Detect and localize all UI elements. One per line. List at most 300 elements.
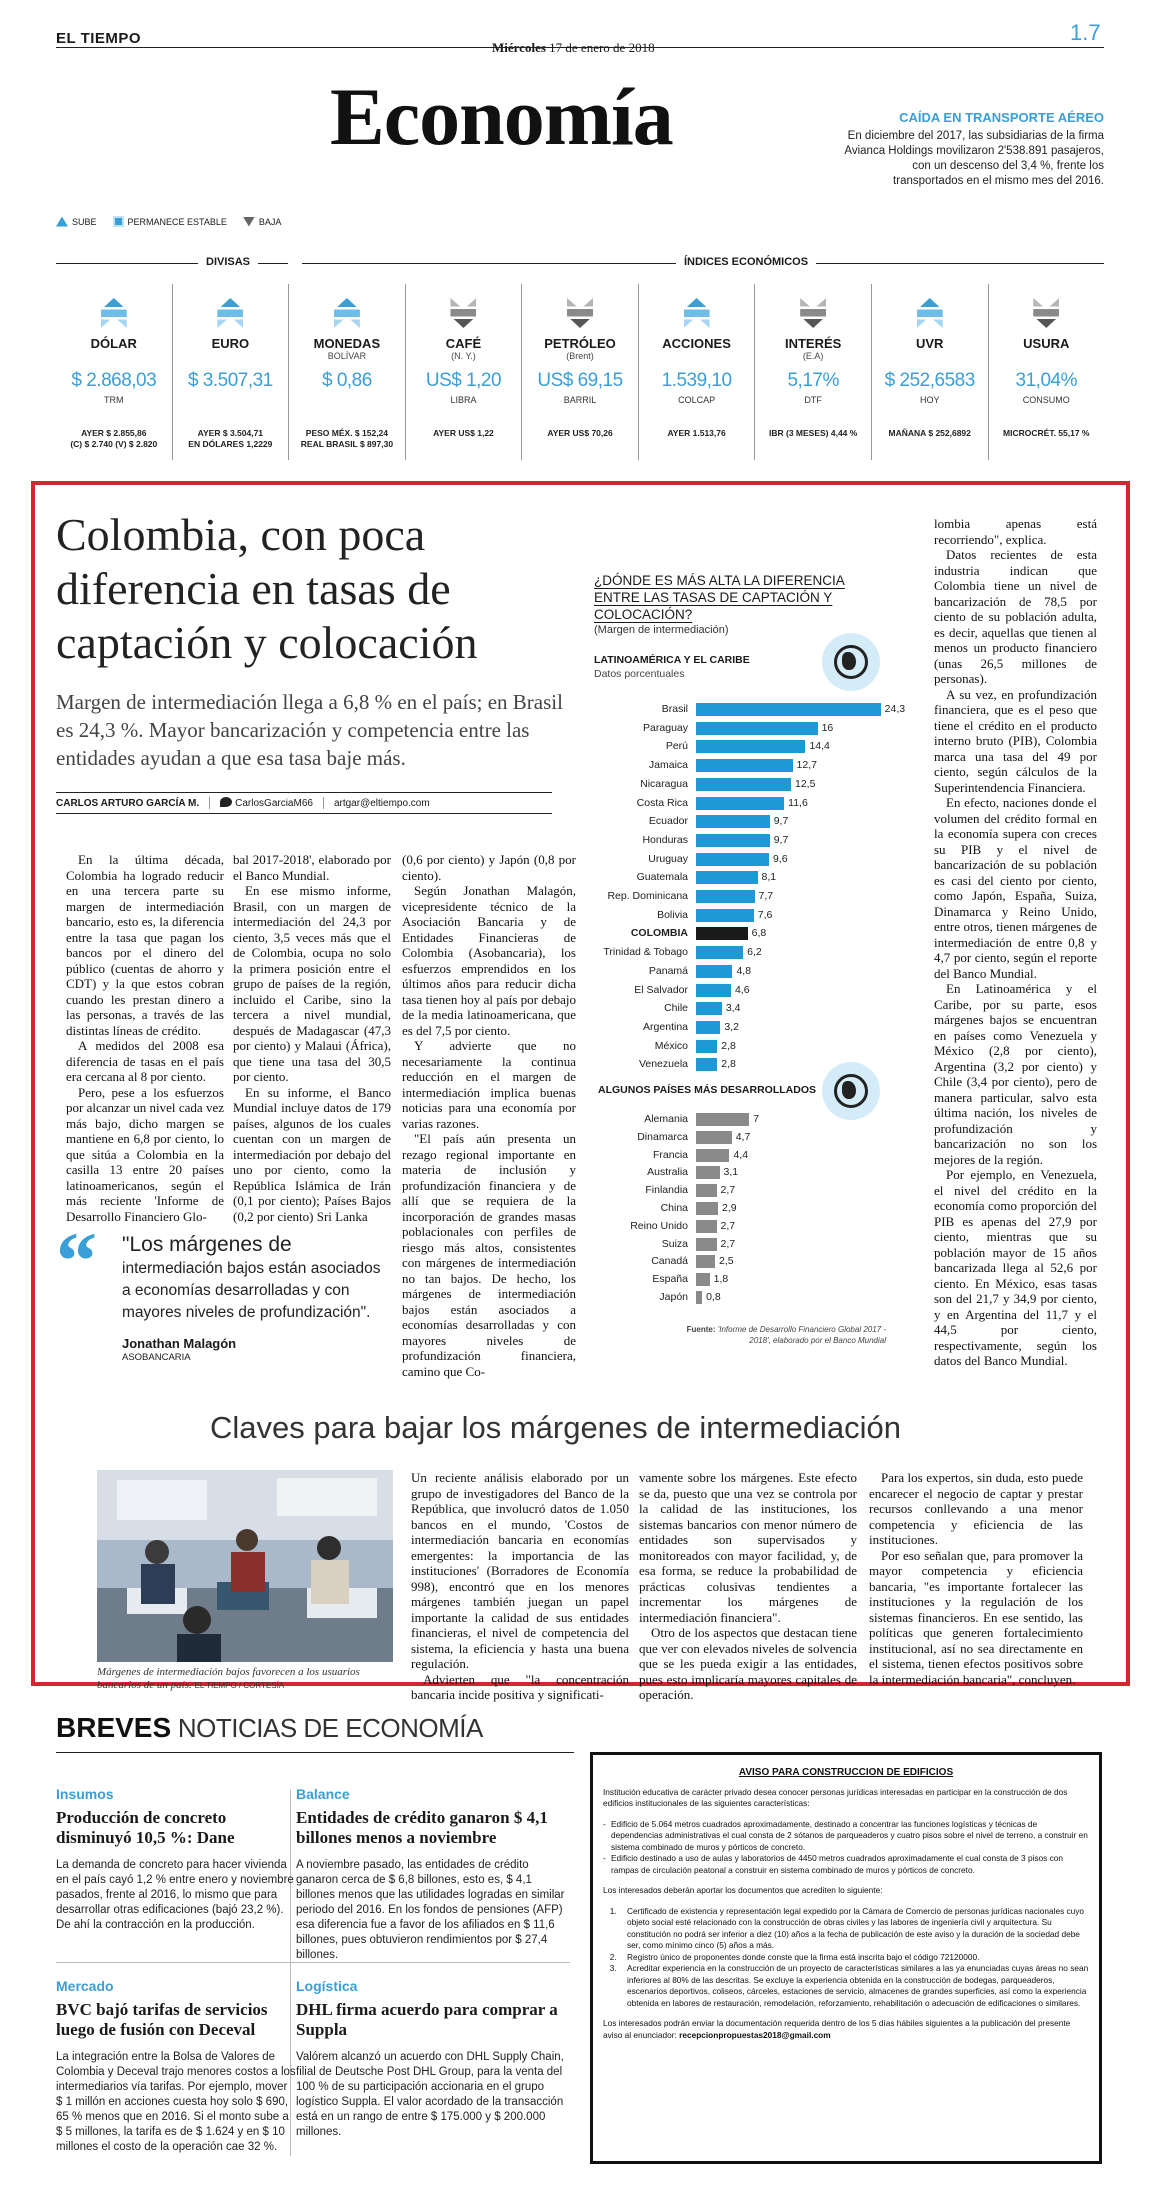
photo-illustration <box>97 1470 393 1662</box>
bar <box>696 1131 732 1144</box>
indices-label: ÍNDICES ECONÓMICOS <box>676 256 816 268</box>
article-headline: Colombia, con poca diferencia en tasas de captación y colocación <box>56 509 478 668</box>
indicator-name: MONEDAS <box>313 336 381 351</box>
bar <box>696 1220 717 1233</box>
article-column-3 <box>402 852 576 1379</box>
chart-row <box>556 1220 886 1234</box>
chart-row <box>556 1255 886 1269</box>
bar-value-label: 14,4 <box>809 740 830 753</box>
indicator-reference <box>410 428 518 439</box>
paragraph: En ese mismo informe, Brasil, con un margen de intermediación del 24,3 por ciento, 3,5 veces más que el de Colombia, ocupa no solo la primera posición entre el grupo de países de la región, incluido el Caribe, sino la tercera a nivel mundial, después de Madagascar (47,3 por ciento) y Malaui (África), que tiene una tasa del 30,5 por ciento. <box>233 883 391 1084</box>
paragraph: En la última década, Colombia ha logrado reducir en una tercera parte su margen de intermediación bancario, esto es, la diferencia entre la tasa que pagan los bancos por el dinero del público (cuentas de ahorro y CDT) y la que estos cobran cuando les prestan dinero a las personas, a través de las distintas líneas de crédito. <box>66 852 224 1038</box>
indicator-reference <box>643 428 751 439</box>
chart-row <box>556 1273 886 1287</box>
alert-title: CAÍDA EN TRANSPORTE AÉREO <box>899 110 1104 125</box>
chart-row <box>556 740 886 754</box>
arrow-up-icon <box>56 217 68 227</box>
claves-title: Claves para bajar los márgenes de intermediación <box>210 1410 901 1445</box>
globe-outline <box>834 1074 868 1108</box>
indicator-unit: HOY <box>919 395 940 405</box>
date-rest: 17 de enero de 2018 <box>545 40 655 55</box>
trend-up-icon <box>101 298 127 328</box>
bar-value-label: 12,7 <box>796 759 817 772</box>
indicator-legend <box>56 216 281 227</box>
paragraph: Otro de los aspectos que destacan tiene que ver con elevados niveles de solvencia que se les pueda exigir a las entidades, pues esto implicaría mayores capitales de operación. <box>639 1625 857 1702</box>
notice-spec: - Edificio destinado a uso de aulas y laboratorios de 4450 metros cuadrados aproximadamente el cual consta de 3 pisos con rampas de circulación peatonal a construir en sistema combinado de muros y pórticos de concreto. <box>603 1853 1089 1876</box>
bar <box>696 1149 729 1162</box>
bar-category-label: Panamá <box>648 964 688 977</box>
legend-stable <box>113 216 227 227</box>
chart-row <box>556 1131 886 1145</box>
indicator-reference <box>60 428 168 450</box>
stable-icon <box>113 216 124 227</box>
bar-value-label: 1,8 <box>713 1273 729 1286</box>
bar-value-label: 9,6 <box>772 852 788 865</box>
bar-value-label: 4,8 <box>736 964 752 977</box>
bar-category-label: Uruguay <box>648 852 688 865</box>
bar <box>696 909 754 922</box>
indicator-name: UVR <box>915 336 944 351</box>
paragraph: Y advierte que no necesariamente la continua reducción en el margen de intermediación implica buenas noticias para una economía por varias razones. <box>402 1038 576 1131</box>
indicator-sub <box>639 351 755 362</box>
bar-value-label: 3,2 <box>724 1020 739 1033</box>
legend-stable-label: PERMANECE ESTABLE <box>127 216 227 227</box>
photo-caption-text: Márgenes de intermediación bajos favorecen a los usuarios bancarios de un país. <box>97 1666 360 1691</box>
breves-rule <box>56 1752 574 1753</box>
byline <box>56 797 430 809</box>
bar <box>696 1040 717 1053</box>
chart-row <box>556 853 886 867</box>
indicator-sub: BOLÍVAR <box>327 351 367 361</box>
indicator-name: INTERÉS <box>784 336 842 351</box>
paragraph: Por ejemplo, en Venezuela, el nivel del crédito en la economía como proporción del PIB es apenas del 27,9 por ciento, mientras que su población mayor de 15 años bancarizada llega al 52,6 por ciento. En México, esas tasas son del 21,7 y 34,9 por ciento, y en Argentina del 11,7 y el 44,5 por ciento, respectivamente, según los datos del Banco Mundial. <box>934 1167 1097 1368</box>
indicator-reference <box>759 428 867 439</box>
author-email[interactable]: artgar@eltiempo.com <box>333 797 430 809</box>
indicator-value: $ 2.868,03 <box>71 370 157 391</box>
indicator-unit: CONSUMO <box>1022 395 1070 405</box>
date-weekday: Miércoles <box>492 40 546 55</box>
paragraph: Datos recientes de esta industria indican que Colombia tiene un nivel de bancarización de 78,5 por ciento de su población adulta, es decir, aquellas que tienen al menos un producto financiero (unas 26,5 millones de personas). <box>934 547 1097 686</box>
bar-value-label: 7,7 <box>758 890 774 902</box>
indicator-ref-2: REAL BRASIL $ 897,30 <box>300 439 394 449</box>
americas-globe-icon <box>822 633 880 691</box>
indicator-reference <box>526 428 634 439</box>
notice-requirements-intro: Los interesados deberán aportar los documentos que acrediten lo siguiente: <box>603 1885 883 1895</box>
bar <box>696 722 818 735</box>
bar-value-label: 9,7 <box>773 815 789 828</box>
brief-title: Producción de concreto disminuyó 10,5 %: Dane <box>56 1808 235 1847</box>
notice-spec: - Edificio de 5.064 metros cuadrados aproximadamente, destinado a concentrar las funciones logísticas y técnicas de dependencias administrativas el cual consta de 2 sótanos de parqueaderos y cuatro pisos sobre el nivel de terreno, a construir en sistema combinado de muros y pórticos de concreto. <box>603 1819 1089 1854</box>
indicator-name: DÓLAR <box>90 336 137 351</box>
indicator-sub: (N. Y.) <box>451 351 476 361</box>
bar <box>696 815 770 828</box>
brief-category: Insumos <box>56 1786 114 1802</box>
chart-row <box>556 759 886 773</box>
bar-value-label: 8,1 <box>761 871 777 884</box>
indicator-value: $ 0,86 <box>321 370 372 391</box>
chart-row <box>556 909 886 923</box>
bar-value-label: 4,6 <box>734 983 750 996</box>
notice-requirement: 1. Certificado de existencia y representación legal expedido por la Cámara de Comercio de personas jurídicas nacionales cuyo objeto social esté relacionado con la construcción de obras civiles y las labores de ingeniería civil y arquitectura. Su constitución no podrá ser inferior a diez (10) años a la fecha de publicación de este aviso y la duración de la sociedad debe ser, como mínimo cinco (5) años a más. <box>619 1906 1089 1952</box>
byline-separator <box>323 797 324 809</box>
paragraph: Pero, pese a los esfuerzos por alcanzar un nivel cada vez más bajo, dicho margen se mantiene en 6,8 por ciento, lo que sitúa a Colombia en la casilla 13 entre 20 países latinoamericanos, según el más reciente 'Informe de Desarrollo Financiero Glo- <box>66 1084 224 1224</box>
trend-down-icon <box>567 298 593 328</box>
section-title: Economía <box>330 71 673 162</box>
indicator-reference <box>876 428 984 439</box>
legend-up-label: SUBE <box>72 216 97 227</box>
source-text: 'Informe de Desarrollo Financiero Global 2017 - 2018', elaborado por el Banco Mundial <box>717 1325 886 1345</box>
indicator-ref-1: AYER $ 3.504,71 <box>197 428 264 438</box>
brief-category: Balance <box>296 1786 350 1802</box>
construction-notice-ad <box>590 1752 1102 2164</box>
indicator-name: CAFÉ <box>445 336 482 351</box>
notice-closing <box>603 2018 1089 2041</box>
bar-value-label: 7,6 <box>757 908 773 921</box>
indicator-ref-2: EN DÓLARES 1,2229 <box>188 439 273 449</box>
bar <box>696 1184 717 1197</box>
indicator-value: $ 252,6583 <box>884 370 975 391</box>
chart-row <box>556 1002 886 1016</box>
photo-caption <box>97 1666 397 1692</box>
indicator-name: USURA <box>1023 336 1070 351</box>
paragraph: En Latinoamérica y el Caribe, por su parte, esos márgenes bajos se encuentran en países como Venezuela y México (2,8 por ciento), Argentina (3,2 por ciento) y Chile (3,4 por ciento), pero de manera particular, salvo esta última nación, los niveles de profundización y bancarización no son los mejores de la región. <box>934 981 1097 1167</box>
chart-source <box>676 1324 886 1346</box>
trend-down-icon <box>1033 298 1059 328</box>
bar-category-label: Venezuela <box>638 1058 688 1071</box>
indicator-ref-2: (C) $ 2.740 (V) $ 2.820 <box>70 439 158 449</box>
claves-column-2 <box>639 1470 857 1703</box>
paragraph: "El país aún presenta un rezago regional importante en materia de inclusión y profundización financiera y de allí que se requiera de la incorporación de grandes masas poblacionales con perfiles de riesgo más altos, consistentes con márgenes de intermediación no tan bajos. De hecho, los márgenes de intermediación bajos están asociados a economías desarrolladas y con mayores niveles de profundización financiera, camino que Co- <box>402 1131 576 1379</box>
indicator-6 <box>754 284 871 460</box>
indicator-ref-1: IBR (3 MESES) 4,44 % <box>768 428 858 438</box>
bar <box>696 740 805 753</box>
notice-title: AVISO PARA CONSTRUCCION DE EDIFICIOS <box>738 1767 954 1778</box>
bar <box>696 1113 749 1126</box>
paragraph: lombia apenas está recorriendo", explica. <box>934 516 1097 547</box>
twitter-icon <box>220 797 232 807</box>
chart-row <box>556 703 906 717</box>
notice-requirements <box>603 1906 1089 2010</box>
article-column-2 <box>233 852 391 1224</box>
chart-row <box>556 1166 886 1180</box>
bar-category-label: Argentina <box>643 1020 688 1033</box>
chart-subtitle: (Margen de intermediación) <box>594 624 729 636</box>
bar-value-label: 2,8 <box>721 1039 736 1052</box>
indicator-ref-1: AYER 1.513,76 <box>667 428 726 438</box>
bar <box>696 1058 717 1071</box>
indicator-reference <box>177 428 285 450</box>
chart-row <box>556 1202 886 1216</box>
bar-value-label: 16 <box>821 721 834 734</box>
trend-down-icon <box>450 298 476 328</box>
indicator-sub <box>989 351 1105 362</box>
indicator-1 <box>172 284 289 460</box>
bar-value-label: 4,4 <box>733 1148 749 1161</box>
byline-rule-bottom <box>56 813 552 814</box>
bar-category-label: Dinamarca <box>637 1130 688 1143</box>
bar-category-label: Francia <box>652 1148 688 1161</box>
bar-value-label: 11,6 <box>788 796 808 809</box>
bar <box>696 890 755 903</box>
bar-category-label: Canadá <box>651 1255 688 1268</box>
alert-box <box>840 110 1104 189</box>
indicators-strip <box>56 284 1104 460</box>
quote-mark-icon: “ <box>56 1215 97 1306</box>
author-name: CARLOS ARTURO GARCÍA M. <box>56 797 200 809</box>
bar-value-label: 6,8 <box>751 927 767 940</box>
bar <box>696 1021 720 1034</box>
bar-category-label: Guatemala <box>636 871 688 884</box>
bar <box>696 853 769 866</box>
alert-text: En diciembre del 2017, las subsidiarias de la firma Avianca Holdings movilizaron 2'538.891 pasajeros, con un descenso del 3,4 %, frente los transportados en el mismo mes del 2016. <box>844 130 1104 187</box>
article-column-1 <box>66 852 224 1224</box>
notice-requirement: 3. Acreditar experiencia en la construcción de un proyecto de características similares a las ya enunciadas cuyas áreas no sean inferiores al 80% de las descritas. Se excluye la experiencia obtenida en la construcción de bodegas, parqueaderos, escenarios deportivos, coliseos, cárceles, estaciones de servicio, almacenes de grandes superficies, así como la experiencia obtenida en labores de restauración, remodelación, reforzamiento, rehabilitación o adecuación de edificaciones o similares. <box>619 1963 1089 2009</box>
bar-value-label: 12,5 <box>795 777 816 790</box>
currencies-label: DIVISAS <box>198 256 258 268</box>
paragraph: (0,6 por ciento) y Japón (0,8 por ciento). <box>402 852 576 883</box>
trend-up-icon <box>217 298 243 328</box>
bar-category-label: El Salvador <box>634 983 688 996</box>
paragraph: Para los expertos, sin duda, esto puede encarecer el negocio de captar y prestar recursos conllevando a una menor competencia y eficiencia de las instituciones. <box>869 1470 1083 1547</box>
chart-row <box>556 1149 886 1163</box>
bar-value-label: 9,7 <box>773 833 789 846</box>
indicator-8 <box>988 284 1105 460</box>
paragraph: Por eso señalan que, para promover la mayor competencia y eficiencia bancaria, "es importante fortalecer las instituciones y la regulación de los sistemas financieros. En ese sentido, las políticas que generen fortalecimiento institucional, así no sea directamente en el sistema, tienen efectos positivos sobre la intermediación bancaria", concluyen. <box>869 1547 1083 1687</box>
bar-category-label: Rep. Dominicana <box>607 890 688 902</box>
indicator-3 <box>405 284 522 460</box>
indicator-name: PETRÓLEO <box>544 336 616 351</box>
bar-value-label: 4,7 <box>735 1130 751 1143</box>
brief-text: La integración entre la Bolsa de Valores de Colombia y Deceval trajo menores costos a los intermediarios vía tarifas. Por ejemplo, mover $ 1 millón en acciones cuesta hoy solo $ 690, 65 % menos que en 2016. Si el monto sube a $ 5 millones, la tarifa es de $ 1.624 y en $ 10 millones el costo de la operación cae 32 %. <box>56 2051 296 2153</box>
source-label: Fuente: <box>686 1325 716 1334</box>
paragraph: Un reciente análisis elaborado por un grupo de investigadores del Banco de la República, que involucró datos de 1.050 bancos en el mundo, 'Costos de intermediación bancaria en economías emergentes: la importancia de las instituciones' (Borradores de Economía 998), encontró que en los menores márgenes también juegan un papel importante la calidad de sus entidades financieras, el nivel de competencia del sistema, la eficiencia y hasta una buena regulación. <box>411 1470 629 1671</box>
indicator-sub: (E.A) <box>802 351 824 361</box>
issue-date <box>492 40 655 56</box>
chart-row <box>556 927 886 941</box>
bar <box>696 703 881 716</box>
indicator-4 <box>521 284 638 460</box>
indicator-unit: LIBRA <box>450 395 477 405</box>
bar-value-label: 2,7 <box>720 1237 736 1250</box>
bar-category-label: Paraguay <box>643 721 688 734</box>
chart-row <box>556 797 886 811</box>
chart-row <box>556 1113 886 1127</box>
trend-up-icon <box>684 298 710 328</box>
bar <box>696 797 784 810</box>
bar <box>696 834 770 847</box>
notice-specs <box>603 1819 1089 1877</box>
bar-category-label: Brasil <box>661 703 688 715</box>
latam-bar-chart <box>556 703 906 1077</box>
trend-up-icon <box>917 298 943 328</box>
bar-category-label: Nicaragua <box>640 777 688 790</box>
indicator-unit: DTF <box>804 395 822 405</box>
pull-quote <box>122 1234 384 1324</box>
bar-value-label: 0,8 <box>706 1291 721 1303</box>
paragraph: bal 2017-2018', elaborado por el Banco Mundial. <box>233 852 391 883</box>
brief-category: Mercado <box>56 1978 114 1994</box>
indicator-value: 31,04% <box>1015 370 1077 391</box>
bar-category-label: España <box>652 1273 688 1286</box>
newspaper-brand: EL TIEMPO <box>56 30 142 47</box>
indicator-reference <box>293 428 401 450</box>
chart-row <box>556 984 886 998</box>
pull-quote-name: Jonathan Malagón <box>122 1336 237 1351</box>
paragraph: A su vez, en profundización financiera, que es el peso que tiene el crédito en el producto interno bruto (PIB), Colombia marca una tasa del 49 por ciento, según cálculos de la Superintendencia Financiera. <box>934 686 1097 795</box>
brief-mercado <box>56 1978 296 2155</box>
world-globe-icon <box>822 1062 880 1120</box>
bar <box>696 1166 720 1179</box>
bar-category-label: Reino Unido <box>630 1219 688 1232</box>
bar-category-label: Trinidad & Tobago <box>603 946 688 959</box>
indicator-groups <box>56 256 1104 270</box>
brief-title: BVC bajó tarifas de servicios luego de fusión con Deceval <box>56 2000 268 2039</box>
indicator-ref-1: PESO MÉX. $ 152,24 <box>305 428 389 438</box>
bar-value-label: 6,2 <box>747 946 762 959</box>
legend-down <box>243 217 282 227</box>
bar-category-label: Finlandia <box>645 1184 688 1197</box>
article-standfirst: Margen de intermediación llega a 6,8 % en el país; en Brasil es 24,3 %. Mayor bancarización y competencia entre las entidades ayudan a que esa tasa baje más. <box>56 690 563 770</box>
indicator-reference <box>993 428 1101 439</box>
bar <box>696 1238 717 1251</box>
brief-balance <box>296 1786 572 1963</box>
bar <box>696 946 743 959</box>
chart-row <box>556 1040 886 1054</box>
breves-heading <box>56 1712 483 1744</box>
chart-group-1-unit: Datos porcentuales <box>594 668 685 680</box>
indicator-unit: BARRIL <box>563 395 597 405</box>
trend-up-icon <box>334 298 360 328</box>
chart-row <box>556 1021 886 1035</box>
chart-group-2-title: ALGUNOS PAÍSES MÁS DESARROLLADOS <box>598 1084 816 1096</box>
paragraph: En su informe, el Banco Mundial incluye datos de 179 países, algunos de los cuales cuentan con un margen de intermediación por debajo del uno por ciento, como la República Islámica de Irán (0,1 por ciento); Países Bajos (0,2 por ciento) Sri Lanka <box>233 1084 391 1224</box>
chart-row <box>556 965 886 979</box>
globe-outline <box>834 645 868 679</box>
bar <box>696 1255 715 1268</box>
brief-category: Logística <box>296 1978 358 1994</box>
bar-category-label: Chile <box>664 1002 688 1015</box>
notice-email[interactable]: recepcionpropuestas2018@gmail.com <box>679 2029 831 2040</box>
indicator-value: $ 3.507,31 <box>187 370 273 391</box>
brief-text: La demanda de concreto para hacer vivienda en el país cayó 1,2 % entre enero y noviembre pasados, frente al 2016, lo mismo que para desarrollar otras edificaciones (bajó 23,2 %). De ahí la contracción en la producción. <box>56 1859 294 1931</box>
bar <box>696 1002 722 1015</box>
paragraph: Según Jonathan Malagón, vicepresidente técnico de la Asociación Bancaria y de Entidades Financieras de Colombia (Asobancaria), los esfuerzos emprendidos en los últimos años para reducir dicha tasa tienen hoy al país por debajo de la media latinoamericana, que es del 7,5 por ciento. <box>402 883 576 1038</box>
bar-category-label: Bolivia <box>657 908 688 921</box>
bar-value-label: 3,1 <box>723 1166 739 1179</box>
chart-row <box>556 871 886 885</box>
pull-quote-org: ASOBANCARIA <box>122 1352 191 1363</box>
notice-closing-text: Los interesados podrán enviar la documentación requerida dentro de los 5 días hábiles siguientes a la publicación del presente aviso al enunciador: <box>603 2018 1071 2040</box>
indicator-0 <box>56 284 172 460</box>
chart-row <box>556 1238 886 1252</box>
indicator-value: 5,17% <box>787 370 839 391</box>
bar <box>696 1291 702 1304</box>
brief-title: Entidades de crédito ganaron $ 4,1 billones menos a noviembre <box>296 1808 548 1847</box>
brief-text: Valórem alcanzó un acuerdo con DHL Supply Chain, filial de Deutsche Post DHL Group, para la venta del 100 % de su participación accionaria en el grupo logístico Suppla. El valor acordado de la transacción está en un rango de entre $ 175.000 y $ 200.000 millones. <box>296 2051 564 2138</box>
indicator-sub: (Brent) <box>566 351 594 361</box>
bar-category-label: Jamaica <box>648 759 688 772</box>
chart-row <box>556 834 886 848</box>
indicator-ref-1: MAÑANA $ 252,6892 <box>888 428 971 438</box>
chart-row <box>556 1291 886 1305</box>
bar <box>696 984 731 997</box>
indicator-sub <box>173 351 289 362</box>
bar-value-label: 2,8 <box>721 1058 736 1071</box>
indicator-name: ACCIONES <box>662 336 731 351</box>
indicator-unit: TRM <box>104 395 124 405</box>
paragraph: Advierten que "la concentración bancaria incide positiva y significati- <box>411 1671 629 1702</box>
paragraph: vamente sobre los márgenes. Este efecto se da, puesto que una vez se controla por la calidad de las instituciones, los sistemas bancarios con menor número de entidades son supervisados y monitoreados con mayor facilidad, y, de esa forma, se reduce la probabilidad de prácticas colusivas tendientes a incrementar los márgenes de intermediación financiera". <box>639 1470 857 1625</box>
legend-down-label: BAJA <box>258 216 282 227</box>
trend-down-icon <box>800 298 826 328</box>
breves-sublabel: NOTICIAS DE ECONOMÍA <box>171 1713 483 1743</box>
author-twitter[interactable] <box>220 797 313 809</box>
chart-row <box>556 722 886 736</box>
bar-category-label: Costa Rica <box>636 796 688 809</box>
header-rule <box>56 47 1104 48</box>
bar-category-label: Japón <box>659 1291 688 1303</box>
indicator-value: US$ 1,20 <box>425 370 502 391</box>
breves-label: BREVES <box>56 1712 172 1743</box>
chart-row <box>556 778 886 792</box>
bar-category-label: México <box>654 1039 688 1052</box>
article-column-4 <box>934 516 1097 1369</box>
indicator-ref-1: MICROCRÉT. 55,17 % <box>1003 428 1090 438</box>
indicator-7 <box>871 284 988 460</box>
paragraph: A medidos del 2008 esa diferencia de tasas en el país era cercana al 8 por ciento. <box>66 1038 224 1084</box>
bar <box>696 1273 710 1286</box>
bar-value-label: 7 <box>753 1113 760 1125</box>
notice-requirement: 2. Registro único de proponentes donde conste que la firma está inscrita bajo el código 72120000. <box>619 1952 1089 1964</box>
indicator-ref-1: AYER $ 2.855,86 <box>81 428 147 438</box>
bar-category-label: Perú <box>665 740 688 753</box>
indicator-value: US$ 69,15 <box>537 370 623 391</box>
bar <box>696 759 793 772</box>
bar <box>696 1202 718 1215</box>
page-number: 1.7 <box>1070 20 1101 45</box>
indicator-5 <box>638 284 755 460</box>
photo-credit: EL TIEMPO / CORTESÍA <box>194 1681 285 1690</box>
bar-category-label: China <box>660 1202 688 1214</box>
bar-category-label: Suiza <box>661 1237 688 1250</box>
chart-row <box>556 890 886 904</box>
pull-quote-text: intermediación bajos están asociados a economías desarrolladas y con mayores niveles de profundización". <box>122 1260 381 1321</box>
bar-category-label: Australia <box>647 1166 688 1179</box>
twitter-handle: CarlosGarciaM66 <box>235 798 313 809</box>
pull-quote-lead: "Los márgenes de <box>122 1233 292 1256</box>
indicator-2 <box>288 284 405 460</box>
chart-title: ¿DÓNDE ES MÁS ALTA LA DIFERENCIA ENTRE LAS TASAS DE CAPTACIÓN Y COLOCACIÓN? <box>594 573 845 622</box>
chart-row <box>556 946 886 960</box>
chart-row <box>556 1184 886 1198</box>
indicator-ref-1: AYER US$ 1,22 <box>433 428 494 438</box>
claves-column-1 <box>411 1470 629 1703</box>
bar-category-label: Alemania <box>644 1113 688 1125</box>
bar <box>696 778 791 791</box>
arrow-down-icon <box>243 217 255 227</box>
bar-category-label: Honduras <box>642 833 688 846</box>
bar-category-label: Ecuador <box>648 815 688 828</box>
brief-title: DHL firma acuerdo para comprar a Suppla <box>296 2000 558 2039</box>
indicator-value: 1.539,10 <box>661 370 732 391</box>
developed-bar-chart <box>556 1113 886 1309</box>
bank-customers-photo <box>97 1470 393 1662</box>
paragraph: En efecto, naciones donde el volumen del crédito formal en la economía supera con creces su PIB y el nivel de bancarización de su población es casi del ciento por ciento, como Japón, España, Suiza, Dinamarca y Reino Unido, entre otros, tienen márgenes de intermediación de entre 0,8 y 4,7 por ciento, según el reporte del Banco Mundial. <box>934 795 1097 981</box>
brief-logistica <box>296 1978 572 2140</box>
brief-insumos <box>56 1786 296 1933</box>
claves-column-3 <box>869 1470 1083 1687</box>
bar <box>696 871 758 884</box>
